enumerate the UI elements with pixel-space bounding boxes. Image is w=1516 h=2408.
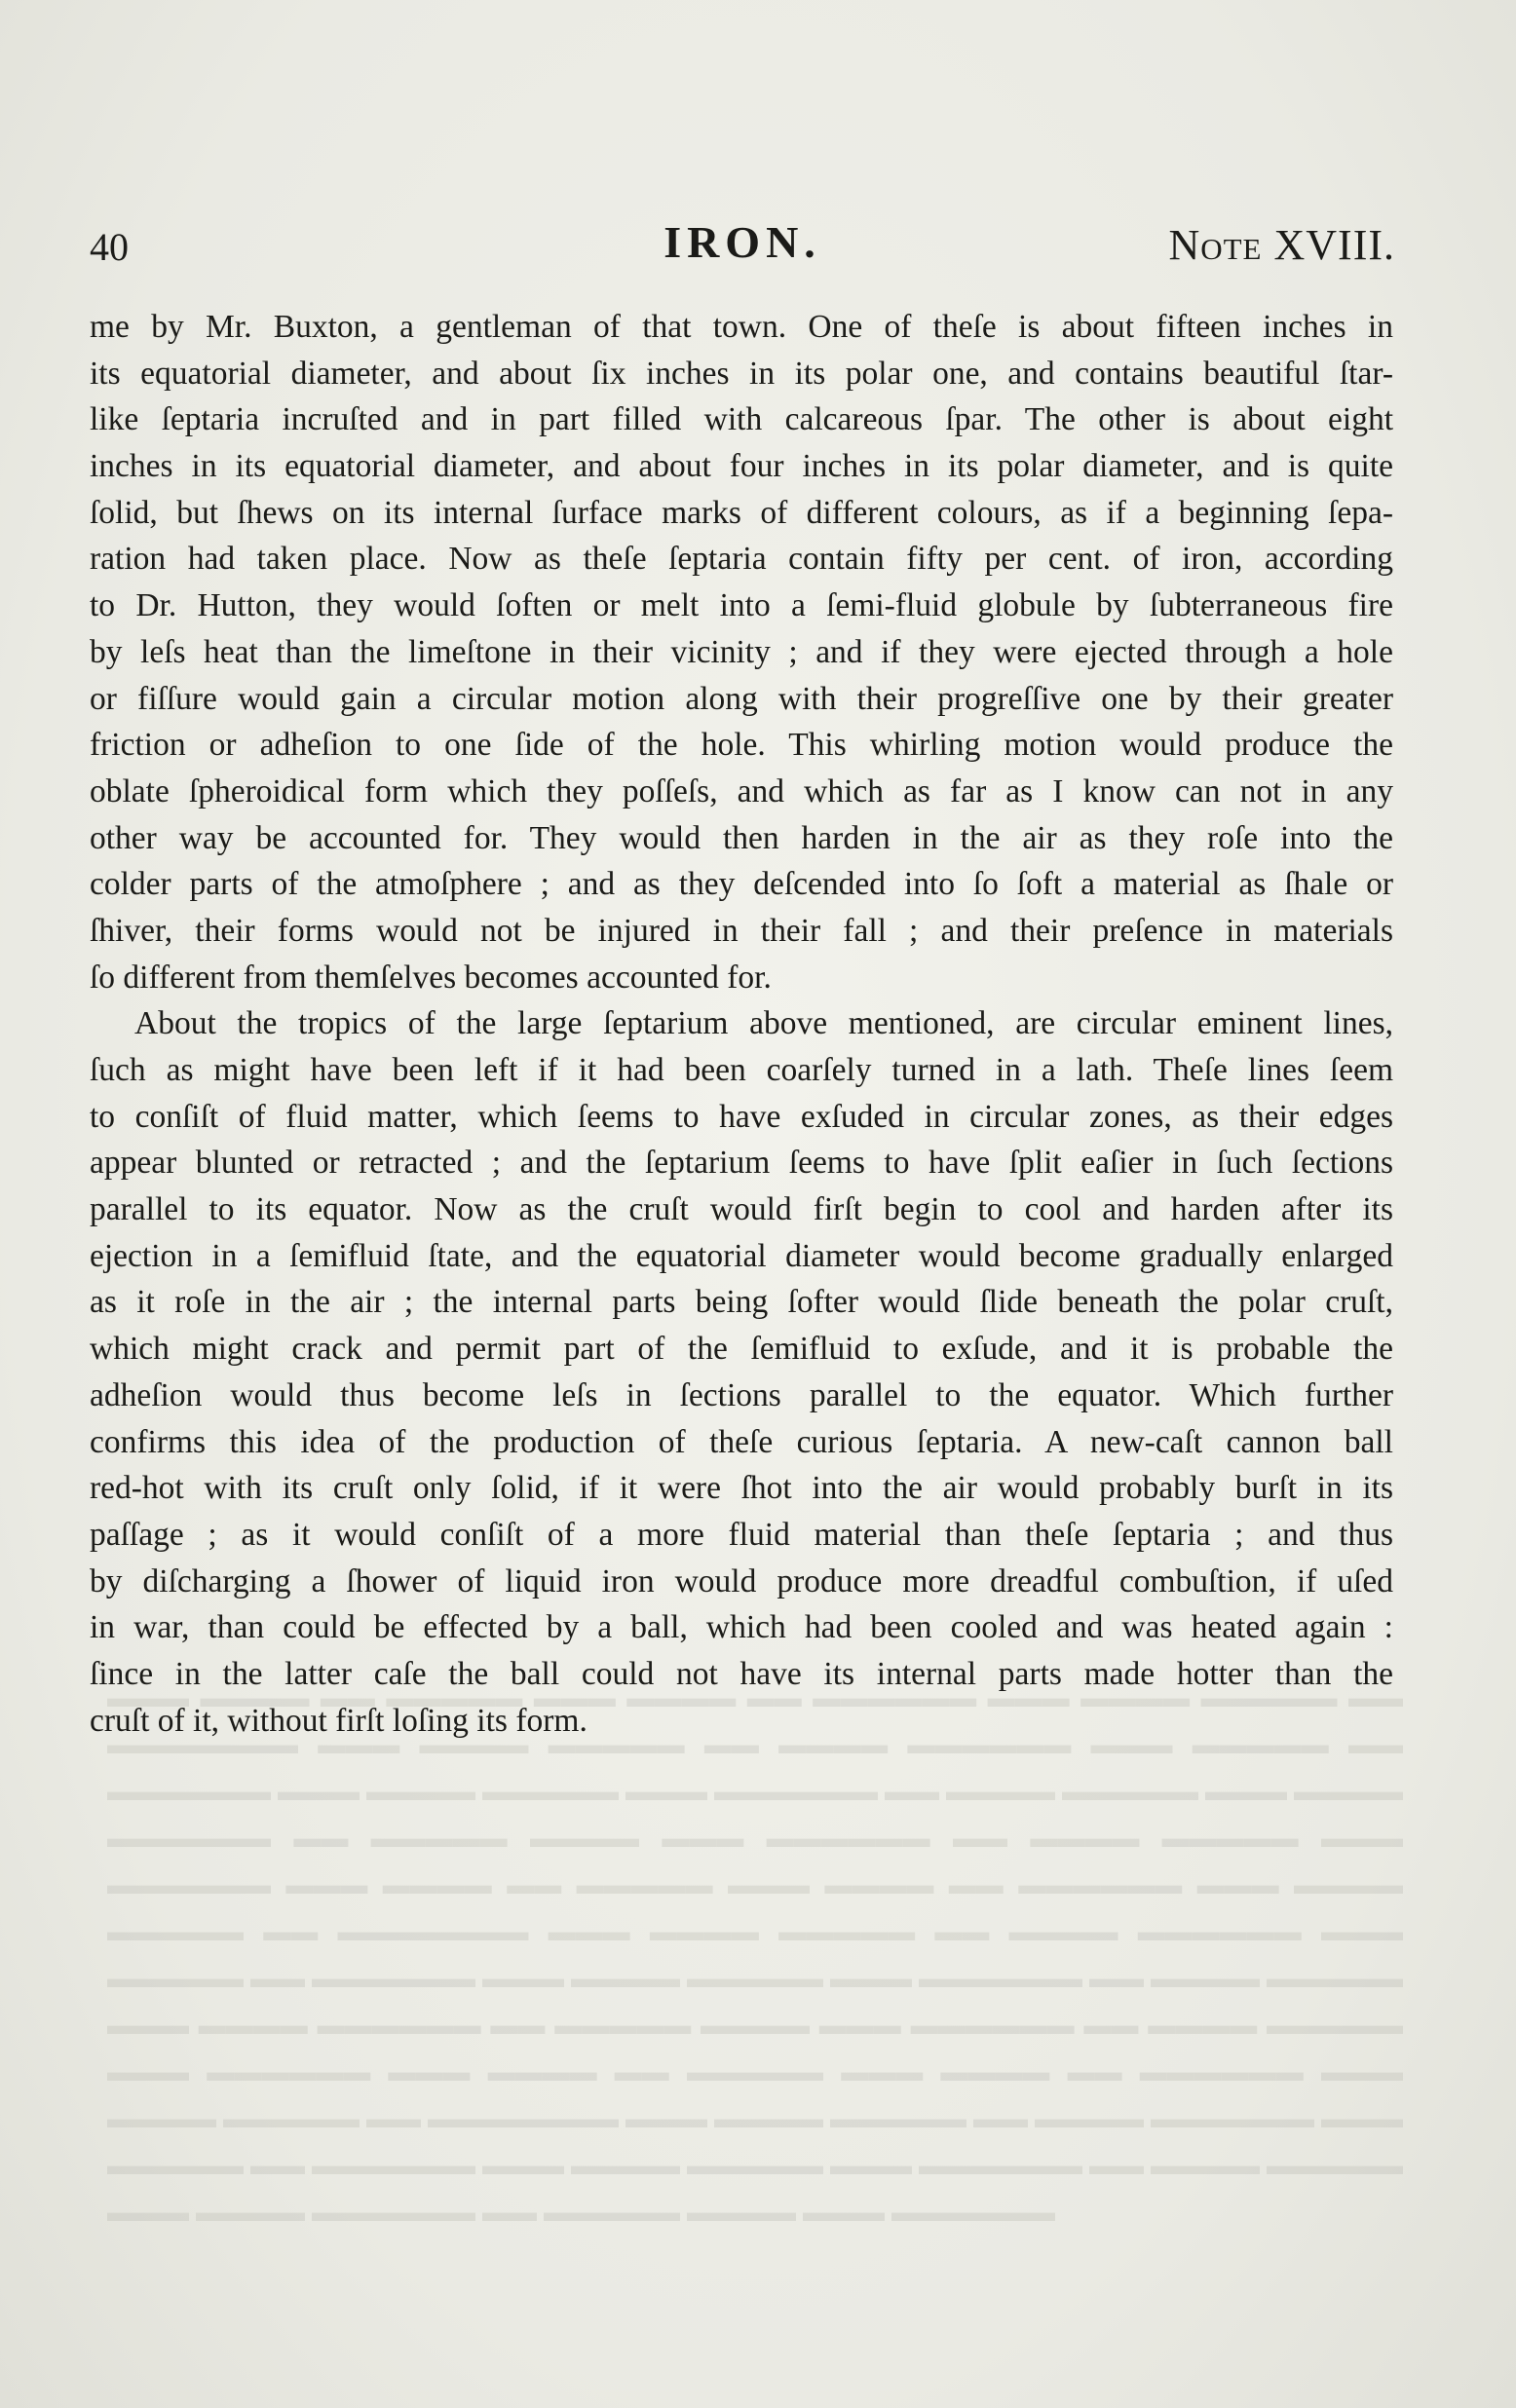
- paragraph: [90, 304, 1393, 1000]
- bleed-through-texture: ▬▬▬ ▬▬▬▬ ▬▬ ▬▬▬▬▬ ▬▬▬ ▬▬▬▬ ▬▬ ▬▬▬▬▬▬ ▬▬▬ ▬▬▬▬ ▬▬▬▬▬ ▬▬ ▬▬▬▬▬▬▬ ▬▬▬ ▬▬▬▬ ▬▬▬▬▬ ▬▬ ▬▬▬▬ ▬▬▬▬▬▬ ▬▬▬ ▬▬▬▬▬ ▬▬ ▬▬▬▬▬▬ ▬▬▬ ▬▬▬▬ ▬▬▬▬▬ ▬▬▬ ▬▬▬▬▬▬ ▬▬ ▬▬▬▬ ▬▬▬▬▬ ▬▬▬ ▬▬▬▬ ▬▬▬▬▬▬ ▬▬ ▬▬▬▬▬ ▬▬▬▬ ▬▬▬ ▬▬▬▬▬▬ ▬▬ ▬▬▬▬ ▬▬▬▬▬ ▬▬▬ ▬▬▬▬▬▬ ▬▬▬ ▬▬▬▬ ▬▬ ▬▬▬▬▬ ▬▬▬ ▬▬▬▬ ▬▬ ▬▬▬▬▬▬ ▬▬▬ ▬▬▬▬ ▬▬▬▬▬ ▬▬ ▬▬▬▬▬▬▬ ▬▬▬ ▬▬▬▬ ▬▬▬▬▬ ▬▬ ▬▬▬▬ ▬▬▬▬▬▬ ▬▬▬ ▬▬▬▬▬ ▬▬ ▬▬▬▬▬▬ ▬▬▬ ▬▬▬▬ ▬▬▬▬▬ ▬▬▬ ▬▬▬▬▬▬ ▬▬ ▬▬▬▬ ▬▬▬▬▬ ▬▬▬ ▬▬▬▬ ▬▬▬▬▬▬ ▬▬ ▬▬▬▬▬ ▬▬▬▬ ▬▬▬ ▬▬▬▬▬▬ ▬▬ ▬▬▬▬ ▬▬▬▬▬ ▬▬▬ ▬▬▬▬▬▬ ▬▬▬ ▬▬▬▬ ▬▬ ▬▬▬▬▬ ▬▬▬ ▬▬▬▬ ▬▬ ▬▬▬▬▬▬ ▬▬▬ ▬▬▬▬ ▬▬▬▬▬ ▬▬ ▬▬▬▬▬▬▬ ▬▬▬ ▬▬▬▬ ▬▬▬▬▬ ▬▬ ▬▬▬▬ ▬▬▬▬▬▬ ▬▬▬ ▬▬▬▬▬ ▬▬ ▬▬▬▬▬▬ ▬▬▬ ▬▬▬▬ ▬▬▬▬▬ ▬▬▬ ▬▬▬▬▬▬ ▬▬ ▬▬▬▬ ▬▬▬▬▬ ▬▬▬ ▬▬▬▬ ▬▬▬▬▬▬ ▬▬ ▬▬▬▬▬ ▬▬▬▬ ▬▬▬ ▬▬▬▬▬▬: [107, 1683, 1403, 2228]
- text-line: ſince in the latter caſe the ball could not have its internal parts made hotter than the: [90, 1655, 1393, 1692]
- text-line: appear blunted or retracted ; and the ſeptarium ſeems to have ſplit eaſier in ſuch ſections: [90, 1145, 1393, 1182]
- text-line: About the tropics of the large ſeptarium above mentioned, are circular eminent lines,: [134, 1005, 1393, 1042]
- text-line: inches in its equatorial diameter, and about four inches in its polar diameter, and is quite: [90, 448, 1393, 485]
- text-line: ejection in a ſemifluid ſtate, and the equatorial diameter would become gradually enlarged: [90, 1237, 1393, 1274]
- text-line: adheſion would thus become leſs in ſections parallel to the equator. Which further: [90, 1376, 1393, 1413]
- text-line: colder parts of the atmoſphere ; and as they deſcended into ſo ſoft a material as ſhale or: [90, 866, 1393, 903]
- text-line: parallel to its equator. Now as the cruſt would firſt begin to cool and harden after its: [90, 1191, 1393, 1228]
- page-title: IRON.: [663, 217, 821, 267]
- paragraph: [90, 1000, 1393, 1744]
- text-line: ſolid, but ſhews on its internal ſurface marks of different colours, as if a beginning ſepa-: [90, 494, 1393, 531]
- text-line: its equatorial diameter, and about ſix inches in its polar one, and contains beautiful ſtar-: [90, 355, 1393, 392]
- text-line: ration had taken place. Now as theſe ſeptaria contain fifty per cent. of iron, according: [90, 541, 1393, 578]
- text-line: to conſiſt of fluid matter, which ſeems to have exſuded in circular zones, as their edges: [90, 1098, 1393, 1135]
- note-heading: Note XVIII.: [1168, 221, 1395, 269]
- text-line: red-hot with its cruſt only ſolid, if it were ſhot into the air would probably burſt in its: [90, 1470, 1393, 1507]
- text-line: in war, than could be effected by a ball, which had been cooled and was heated again :: [90, 1609, 1393, 1646]
- text-line: cruſt of it, without firſt loſing its form.: [90, 1702, 587, 1739]
- page-number: 40: [90, 225, 129, 269]
- running-head: [90, 216, 1395, 275]
- text-line: other way be accounted for. They would then harden in the air as they roſe into the: [90, 819, 1393, 856]
- text-line: ſuch as might have been left if it had been coarſely turned in a lath. Theſe lines ſeem: [90, 1052, 1393, 1088]
- text-line: ſhiver, their forms would not be injured in their fall ; and their preſence in materials: [90, 912, 1393, 949]
- text-line: to Dr. Hutton, they would ſoften or melt into a ſemi-fluid globule by ſubterraneous fire: [90, 587, 1393, 624]
- text-line: which might crack and permit part of the ſemifluid to exſude, and it is probable the: [90, 1331, 1393, 1368]
- text-line: paſſage ; as it would conſiſt of a more fluid material than theſe ſeptaria ; and thus: [90, 1516, 1393, 1553]
- text-line: by diſcharging a ſhower of liquid iron would produce more dreadful combuſtion, if uſed: [90, 1562, 1393, 1599]
- text-line: as it roſe in the air ; the internal parts being ſofter would ſlide beneath the polar cruſt,: [90, 1284, 1393, 1321]
- text-line: or fiſſure would gain a circular motion along with their progreſſive one by their greater: [90, 680, 1393, 717]
- text-line: friction or adheſion to one ſide of the hole. This whirling motion would produce the: [90, 727, 1393, 764]
- text-line: me by Mr. Buxton, a gentleman of that town. One of theſe is about fifteen inches in: [90, 309, 1393, 345]
- text-line: confirms this idea of the production of theſe curious ſeptaria. A new-caſt cannon ball: [90, 1423, 1393, 1460]
- text-line: oblate ſpheroidical form which they poſſeſs, and which as far as I know can not in any: [90, 772, 1393, 809]
- text-line: like ſeptaria incruſted and in part filled with calcareous ſpar. The other is about eight: [90, 401, 1393, 438]
- text-line: by leſs heat than the limeſtone in their vicinity ; and if they were ejected through a hole: [90, 633, 1393, 670]
- text-line: ſo different from themſelves becomes accounted for.: [90, 959, 772, 996]
- body-text: [90, 304, 1393, 1744]
